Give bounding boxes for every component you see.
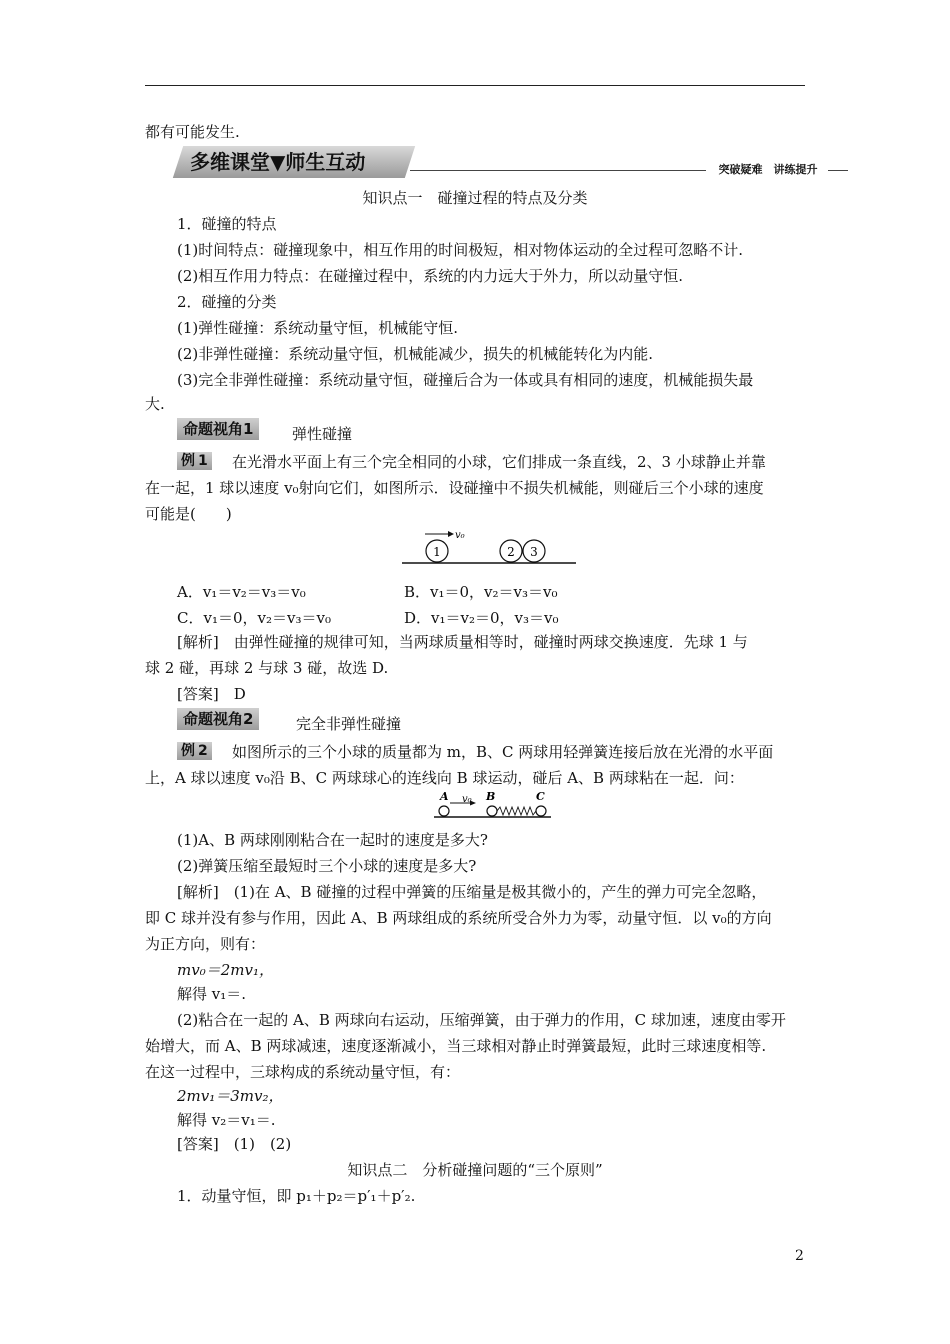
example2-analysis: 在这一过程中，三球构成的系统动量守恒，有： [145, 1063, 461, 1081]
example2-analysis: 为正方向，则有： [145, 935, 266, 953]
kp1-line: 2．碰撞的分类 [177, 293, 277, 311]
option-c: C．v₁＝0，v₂＝v₃＝v₀ [177, 609, 331, 627]
example2-label: 例 2 [177, 742, 212, 760]
example1-answer: [答案] D [177, 685, 246, 703]
example1-figure [400, 526, 580, 572]
header-rule [145, 85, 805, 86]
option-a: A．v₁＝v₂＝v₃＝v₀ [177, 583, 306, 601]
example1-line: 在光滑水平面上有三个完全相同的小球，它们排成一条直线，2、3 小球静止并靠 [232, 453, 766, 471]
kp1-line: (1)时间特点：碰撞现象中，相互作用的时间极短，相对物体运动的全过程可忽略不计. [177, 241, 744, 259]
example2-line: 上，A 球以速度 v₀沿 B、C 两球球心的连线向 B 球运动，碰后 A、B 两球粘在一起．问： [145, 769, 744, 787]
velocity-label: v₀ [462, 794, 472, 805]
kp1-line: 1．碰撞的特点 [177, 215, 277, 233]
example1-analysis: 球 2 碰，再球 2 与球 3 碰，故选 D. [145, 659, 389, 677]
angle2-label: 命题视角2 [177, 708, 259, 730]
example2-line: 如图所示的三个小球的质量都为 m，B、C 两球用轻弹簧连接后放在光滑的水平面 [232, 743, 774, 761]
angle1-label: 命题视角1 [177, 418, 259, 440]
example2-equation: 解得 v₁＝. [177, 985, 247, 1003]
example1-label: 例 1 [177, 452, 212, 470]
example1-line: 可能是( ) [145, 505, 232, 523]
example2-equation: 解得 v₂＝v₁＝. [177, 1111, 276, 1129]
ball-b-label: B [486, 790, 496, 803]
example2-equation: mv₀＝2mv₁， [177, 961, 274, 979]
angle2-topic: 完全非弹性碰撞 [296, 715, 402, 733]
angle1-topic: 弹性碰撞 [292, 425, 353, 443]
example2-equation: 2mv₁＝3mv₂， [177, 1087, 284, 1105]
banner-rule-end [828, 170, 848, 171]
example2-analysis: [解析] (1)在 A、B 碰撞的过程中弹簧的压缩量是极其微小的，产生的弹力可完全忽略， [177, 883, 767, 901]
option-b: B．v₁＝0，v₂＝v₃＝v₀ [404, 583, 558, 601]
example2-question: (2)弹簧压缩至最短时三个小球的速度是多大? [177, 857, 477, 875]
ball-a [439, 806, 449, 816]
ball-2-label: 2 [507, 545, 515, 559]
spring [497, 807, 536, 815]
kp2-line: 1．动量守恒，即 p₁＋p₂＝p′₁＋p′₂. [177, 1187, 416, 1205]
ball-1-label: 1 [433, 545, 441, 559]
kp1-line: (1)弹性碰撞：系统动量守恒，机械能守恒. [177, 319, 459, 337]
kp2-title: 知识点二 分析碰撞问题的“三个原则” [347, 1161, 603, 1179]
section-banner-title: 多维课堂▼师生互动 [190, 150, 366, 174]
example2-question: (1)A、B 两球刚刚粘合在一起时的速度是多大? [177, 831, 488, 849]
kp1-line: (3)完全非弹性碰撞：系统动量守恒，碰撞后合为一体或具有相同的速度，机械能损失最 [177, 371, 754, 389]
velocity-label: v₀ [455, 530, 465, 541]
kp1-title: 知识点一 碰撞过程的特点及分类 [362, 189, 588, 207]
example2-answer: [答案] (1) (2) [177, 1135, 292, 1153]
velocity-arrow-head [448, 531, 454, 537]
kp1-line: (2)非弹性碰撞：系统动量守恒，机械能减少，损失的机械能转化为内能. [177, 345, 654, 363]
kp1-line: (2)相互作用力特点：在碰撞过程中，系统的内力远大于外力，所以动量守恒. [177, 267, 684, 285]
section-banner-tag: 突破疑难 讲练提升 [706, 162, 830, 178]
option-d: D．v₁＝v₂＝0，v₃＝v₀ [404, 609, 559, 627]
example2-analysis: (2)粘合在一起的 A、B 两球向右运动，压缩弹簧，由于弹力的作用，C 球加速，速度由零开 [177, 1011, 786, 1029]
page-number: 2 [795, 1248, 804, 1264]
example2-analysis: 即 C 球并没有参与作用，因此 A、B 两球组成的系统所受合外力为零，动量守恒．以 v₀的方向 [145, 909, 772, 927]
continuation-text: 都有可能发生. [145, 123, 240, 141]
example2-figure [426, 790, 556, 822]
kp1-line: 大. [145, 395, 165, 413]
ball-b [487, 806, 497, 816]
banner-rule [410, 170, 706, 171]
ball-3-label: 3 [530, 545, 538, 559]
ball-a-label: A [440, 790, 449, 803]
example2-analysis: 始增大，而 A、B 两球减速，速度逐渐减小，当三球相对静止时弹簧最短，此时三球速度相等. [145, 1037, 767, 1055]
ball-c-label: C [536, 790, 545, 803]
example1-analysis: [解析] 由弹性碰撞的规律可知，当两球质量相等时，碰撞时两球交换速度．先球 1 与 [177, 633, 748, 651]
example1-line: 在一起，1 球以速度 v₀射向它们，如图所示．设碰撞中不损失机械能，则碰后三个小球的速度 [145, 479, 764, 497]
ball-c [536, 806, 546, 816]
